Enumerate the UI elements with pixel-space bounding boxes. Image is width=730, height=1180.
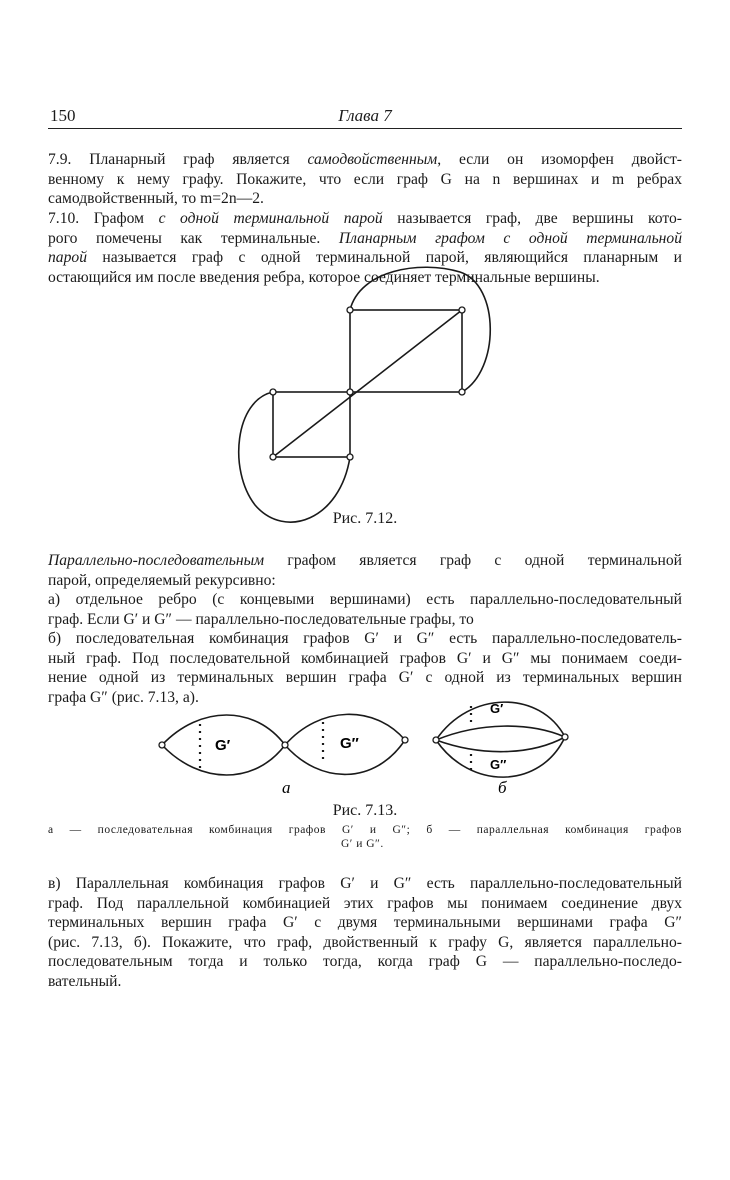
vertex (159, 742, 165, 748)
lower-arc (239, 392, 350, 522)
parallel-combination-paragraph (48, 874, 682, 991)
parallel-inner-bottom (436, 737, 565, 752)
parallel-inner-top (436, 726, 565, 740)
text-line: Параллельно-последовательным графом является граф с одной терминальной (48, 552, 682, 569)
text-line: графа G″ (рис. 7.13, а). (48, 688, 199, 706)
text-line: граф. Если G′ и G″ — параллельно-последовательные графы, то (48, 610, 474, 628)
subfigure-label-b: б (498, 778, 507, 797)
upper-square (350, 310, 462, 392)
subfigure-label-a: а (282, 778, 291, 797)
parallel-outer-top (436, 702, 565, 740)
page-number: 150 (50, 106, 76, 125)
label-g-double-b: G″ (490, 757, 507, 772)
vertex (347, 307, 353, 313)
diagonal-edge (273, 310, 462, 457)
lens-a1-top (162, 715, 285, 745)
text-line: нение одной из терминальных вершин графа G′ с одной из терминальных вершин (48, 669, 682, 686)
text-line: венному к нему графу. Покажите, что если граф G на n вершинах и m ребрах (48, 170, 682, 188)
vertex (282, 742, 288, 748)
figure-7-13-subcaption-line1: а — последовательная комбинация графов G′ и G″; б — параллельная комбинация графов (48, 824, 682, 836)
text-line: а) отдельное ребро (с концевыми вершинами) есть параллельно-последовательный (48, 591, 682, 608)
series-parallel-definition (48, 551, 682, 707)
vertex (459, 307, 465, 313)
vertex (270, 454, 276, 460)
text-line: рого помечены как терминальные. Планарным графом с одной терминальной (48, 229, 682, 247)
text-line: б) последовательная комбинация графов G′ и G″ есть параллельно-последователь- (48, 630, 682, 647)
figure-7-12-caption: Рис. 7.12. (332, 510, 398, 527)
problem-7-9 (48, 150, 682, 209)
text-line: вательный. (48, 972, 122, 990)
vertex (270, 389, 276, 395)
text-line: граф. Под параллельной комбинацией этих графов мы понимаем соединение двух (48, 894, 682, 912)
text-line: парой называется граф с одной терминальной парой, являющийся планарным и (48, 249, 682, 266)
text-line: парой, определяемый рекурсивно: (48, 571, 276, 589)
page-header (48, 104, 682, 129)
figure-7-13-subcaption-line2: G′ и G″. (341, 838, 384, 850)
text-line: 7.9. Планарный граф является самодвойственным, если он изоморфен двойст- (48, 151, 682, 168)
lower-square (273, 392, 350, 457)
lens-a2-bottom (285, 740, 405, 774)
figure-7-13-caption: Рис. 7.13. (332, 802, 398, 819)
problem-7-10 (48, 209, 682, 287)
lens-a1-bottom (162, 745, 285, 775)
vertex (433, 737, 439, 743)
label-g-double-a: G″ (340, 735, 359, 752)
label-g-prime-b: G′ (490, 701, 504, 716)
vertex (347, 389, 353, 395)
chapter-title: Глава 7 (338, 106, 392, 125)
lens-a2-top (285, 714, 405, 745)
text-line: последовательным тогда и только тогда, когда граф G — параллельно-последо- (48, 953, 682, 970)
vertex (402, 737, 408, 743)
label-g-prime-a: G′ (215, 737, 231, 754)
vertex (459, 389, 465, 395)
text-line: ный граф. Под последовательной комбинацией графов G′ и G″ мы понимаем соеди- (48, 649, 682, 667)
text-line: остающийся им после введения ребра, которое соединяет терминальные вершины. (48, 268, 600, 286)
text-line: 7.10. Графом с одной терминальной парой называется граф, две вершины кото- (48, 210, 682, 227)
text-line: самодвойственный, то m=2n—2. (48, 190, 264, 207)
parallel-outer-bottom (436, 737, 565, 777)
text-line: терминальных вершин графа G′ с двумя терминальными вершинами графа G″ (48, 914, 682, 931)
text-line: в) Параллельная комбинация графов G′ и G″ есть параллельно-последовательный (48, 875, 682, 892)
vertex (562, 734, 568, 740)
text-line: (рис. 7.13, б). Покажите, что граф, двойственный к графу G, является параллельно- (48, 933, 682, 951)
vertex (347, 454, 353, 460)
